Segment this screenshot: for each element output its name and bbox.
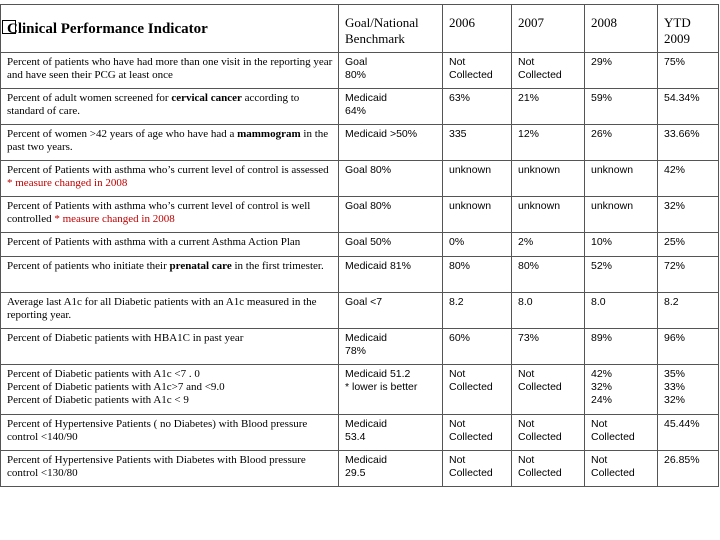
indicator-text: Percent of Hypertensive Patients with Diabetes with Blood pressure control <130/80 xyxy=(7,454,306,479)
indicator-cell xyxy=(1,125,339,161)
indicator-text: Percent of Patients with asthma who’s current level of control is well controlled xyxy=(7,200,311,225)
value-2008-cell: unknown xyxy=(585,161,658,197)
value-2008-cell: 29% xyxy=(585,53,658,89)
value-2006-cell: 60% xyxy=(443,329,512,365)
benchmark-cell: Goal 50% xyxy=(339,233,443,257)
indicator-text: Percent of Diabetic patients with A1c <7 . 0 Percent of Diabetic patients with A1c>7 and <9.0 Percent of Diabetic patients with A1c < 9 xyxy=(7,368,225,406)
indicator-text: Percent of patients who have had more than one visit in the reporting year and have seen their PCG at least once xyxy=(7,56,333,81)
table-row xyxy=(1,415,719,451)
indicator-text: Percent of women >42 years of age who have had a xyxy=(7,128,238,140)
table-row xyxy=(1,125,719,161)
indicator-cell xyxy=(1,365,339,415)
value-2007-cell: Not Collected xyxy=(512,415,585,451)
value-2007-cell: Not Collected xyxy=(512,451,585,487)
indicator-cell xyxy=(1,257,339,293)
value-2006-cell: 80% xyxy=(443,257,512,293)
value-2008-cell: 89% xyxy=(585,329,658,365)
value-ytd-cell: 26.85% xyxy=(658,451,719,487)
indicator-cell xyxy=(1,329,339,365)
benchmark-cell: Medicaid 81% xyxy=(339,257,443,293)
indicator-cell xyxy=(1,53,339,89)
indicator-text-continued: according to standard of care. xyxy=(7,92,300,117)
value-2006-cell: 0% xyxy=(443,233,512,257)
benchmark-cell: Goal <7 xyxy=(339,293,443,329)
value-2007-cell: 2% xyxy=(512,233,585,257)
value-2006-cell: Not Collected xyxy=(443,365,512,415)
indicator-emphasis: mammogram xyxy=(237,128,301,140)
table-row xyxy=(1,89,719,125)
value-2008-cell: 26% xyxy=(585,125,658,161)
column-header-ytd-2009: YTD 2009 xyxy=(658,5,719,53)
value-2008-cell: 10% xyxy=(585,233,658,257)
value-ytd-cell: 33.66% xyxy=(658,125,719,161)
value-ytd-cell: 42% xyxy=(658,161,719,197)
indicator-cell xyxy=(1,233,339,257)
value-2007-cell: 8.0 xyxy=(512,293,585,329)
table-row xyxy=(1,161,719,197)
value-2006-cell: Not Collected xyxy=(443,415,512,451)
benchmark-cell: Medicaid 53.4 xyxy=(339,415,443,451)
indicator-emphasis: prenatal care xyxy=(169,260,232,272)
value-ytd-cell: 25% xyxy=(658,233,719,257)
value-2007-cell: Not Collected xyxy=(512,365,585,415)
value-2006-cell: 8.2 xyxy=(443,293,512,329)
benchmark-cell: Goal 80% xyxy=(339,161,443,197)
value-2007-cell: unknown xyxy=(512,197,585,233)
value-ytd-cell: 32% xyxy=(658,197,719,233)
table-row xyxy=(1,53,719,89)
indicator-cell xyxy=(1,415,339,451)
column-header-2007: 2007 xyxy=(512,5,585,53)
value-2007-cell: 73% xyxy=(512,329,585,365)
table-row xyxy=(1,233,719,257)
indicator-emphasis: cervical cancer xyxy=(171,92,242,104)
value-2007-cell: 21% xyxy=(512,89,585,125)
performance-table xyxy=(0,4,719,487)
value-2007-cell: unknown xyxy=(512,161,585,197)
value-2008-cell: 52% xyxy=(585,257,658,293)
table-row xyxy=(1,451,719,487)
value-2008-cell: Not Collected xyxy=(585,451,658,487)
benchmark-cell: Medicaid 78% xyxy=(339,329,443,365)
indicator-text: Average last A1c for all Diabetic patients with an A1c measured in the reporting year. xyxy=(7,296,317,321)
value-2008-cell: 42% 32% 24% xyxy=(585,365,658,415)
benchmark-cell: Medicaid 29.5 xyxy=(339,451,443,487)
value-ytd-cell: 54.34% xyxy=(658,89,719,125)
indicator-cell xyxy=(1,197,339,233)
column-header-2008: 2008 xyxy=(585,5,658,53)
benchmark-cell: Goal 80% xyxy=(339,197,443,233)
indicator-cell xyxy=(1,161,339,197)
value-2007-cell: 12% xyxy=(512,125,585,161)
value-2006-cell: Not Collected xyxy=(443,53,512,89)
benchmark-cell: Medicaid >50% xyxy=(339,125,443,161)
table-row xyxy=(1,365,719,415)
table-row xyxy=(1,293,719,329)
indicator-text: Percent of patients who initiate their xyxy=(7,260,170,272)
indicator-text-continued: in the first trimester. xyxy=(231,260,324,272)
indicator-text: Percent of Patients with asthma with a current Asthma Action Plan xyxy=(7,236,301,248)
value-2007-cell: 80% xyxy=(512,257,585,293)
value-2008-cell: Not Collected xyxy=(585,415,658,451)
indicator-cell xyxy=(1,293,339,329)
value-2006-cell: unknown xyxy=(443,161,512,197)
measure-change-note: * measure changed in 2008 xyxy=(7,177,128,189)
column-header-2006: 2006 xyxy=(443,5,512,53)
column-header-benchmark: Goal/National Benchmark xyxy=(339,5,443,53)
value-ytd-cell: 75% xyxy=(658,53,719,89)
value-ytd-cell: 72% xyxy=(658,257,719,293)
benchmark-cell: Medicaid 51.2 * lower is better xyxy=(339,365,443,415)
value-2006-cell: unknown xyxy=(443,197,512,233)
indicator-text: Percent of Hypertensive Patients ( no Diabetes) with Blood pressure control <140/90 xyxy=(7,418,308,443)
value-2006-cell: Not Collected xyxy=(443,451,512,487)
benchmark-cell: Medicaid 64% xyxy=(339,89,443,125)
value-2006-cell: 63% xyxy=(443,89,512,125)
indicator-cell xyxy=(1,89,339,125)
indicator-text: Percent of Patients with asthma who’s current level of control is assessed xyxy=(7,164,329,176)
value-ytd-cell: 8.2 xyxy=(658,293,719,329)
value-ytd-cell: 96% xyxy=(658,329,719,365)
value-2007-cell: Not Collected xyxy=(512,53,585,89)
indicator-text-continued: in the past two years. xyxy=(7,128,329,153)
measure-change-note: * measure changed in 2008 xyxy=(51,213,175,225)
benchmark-cell: Goal 80% xyxy=(339,53,443,89)
value-ytd-cell: 35% 33% 32% xyxy=(658,365,719,415)
value-2006-cell: 335 xyxy=(443,125,512,161)
table-row xyxy=(1,329,719,365)
table-row xyxy=(1,197,719,233)
indicator-text: Percent of Diabetic patients with HBA1C in past year xyxy=(7,332,244,344)
value-2008-cell: 8.0 xyxy=(585,293,658,329)
table-row xyxy=(1,257,719,293)
table-header-row xyxy=(1,5,719,53)
column-header-indicator: Clinical Performance Indicator xyxy=(1,5,339,53)
indicator-text: Percent of adult women screened for xyxy=(7,92,172,104)
value-ytd-cell: 45.44% xyxy=(658,415,719,451)
indicator-cell xyxy=(1,451,339,487)
value-2008-cell: 59% xyxy=(585,89,658,125)
value-2008-cell: unknown xyxy=(585,197,658,233)
